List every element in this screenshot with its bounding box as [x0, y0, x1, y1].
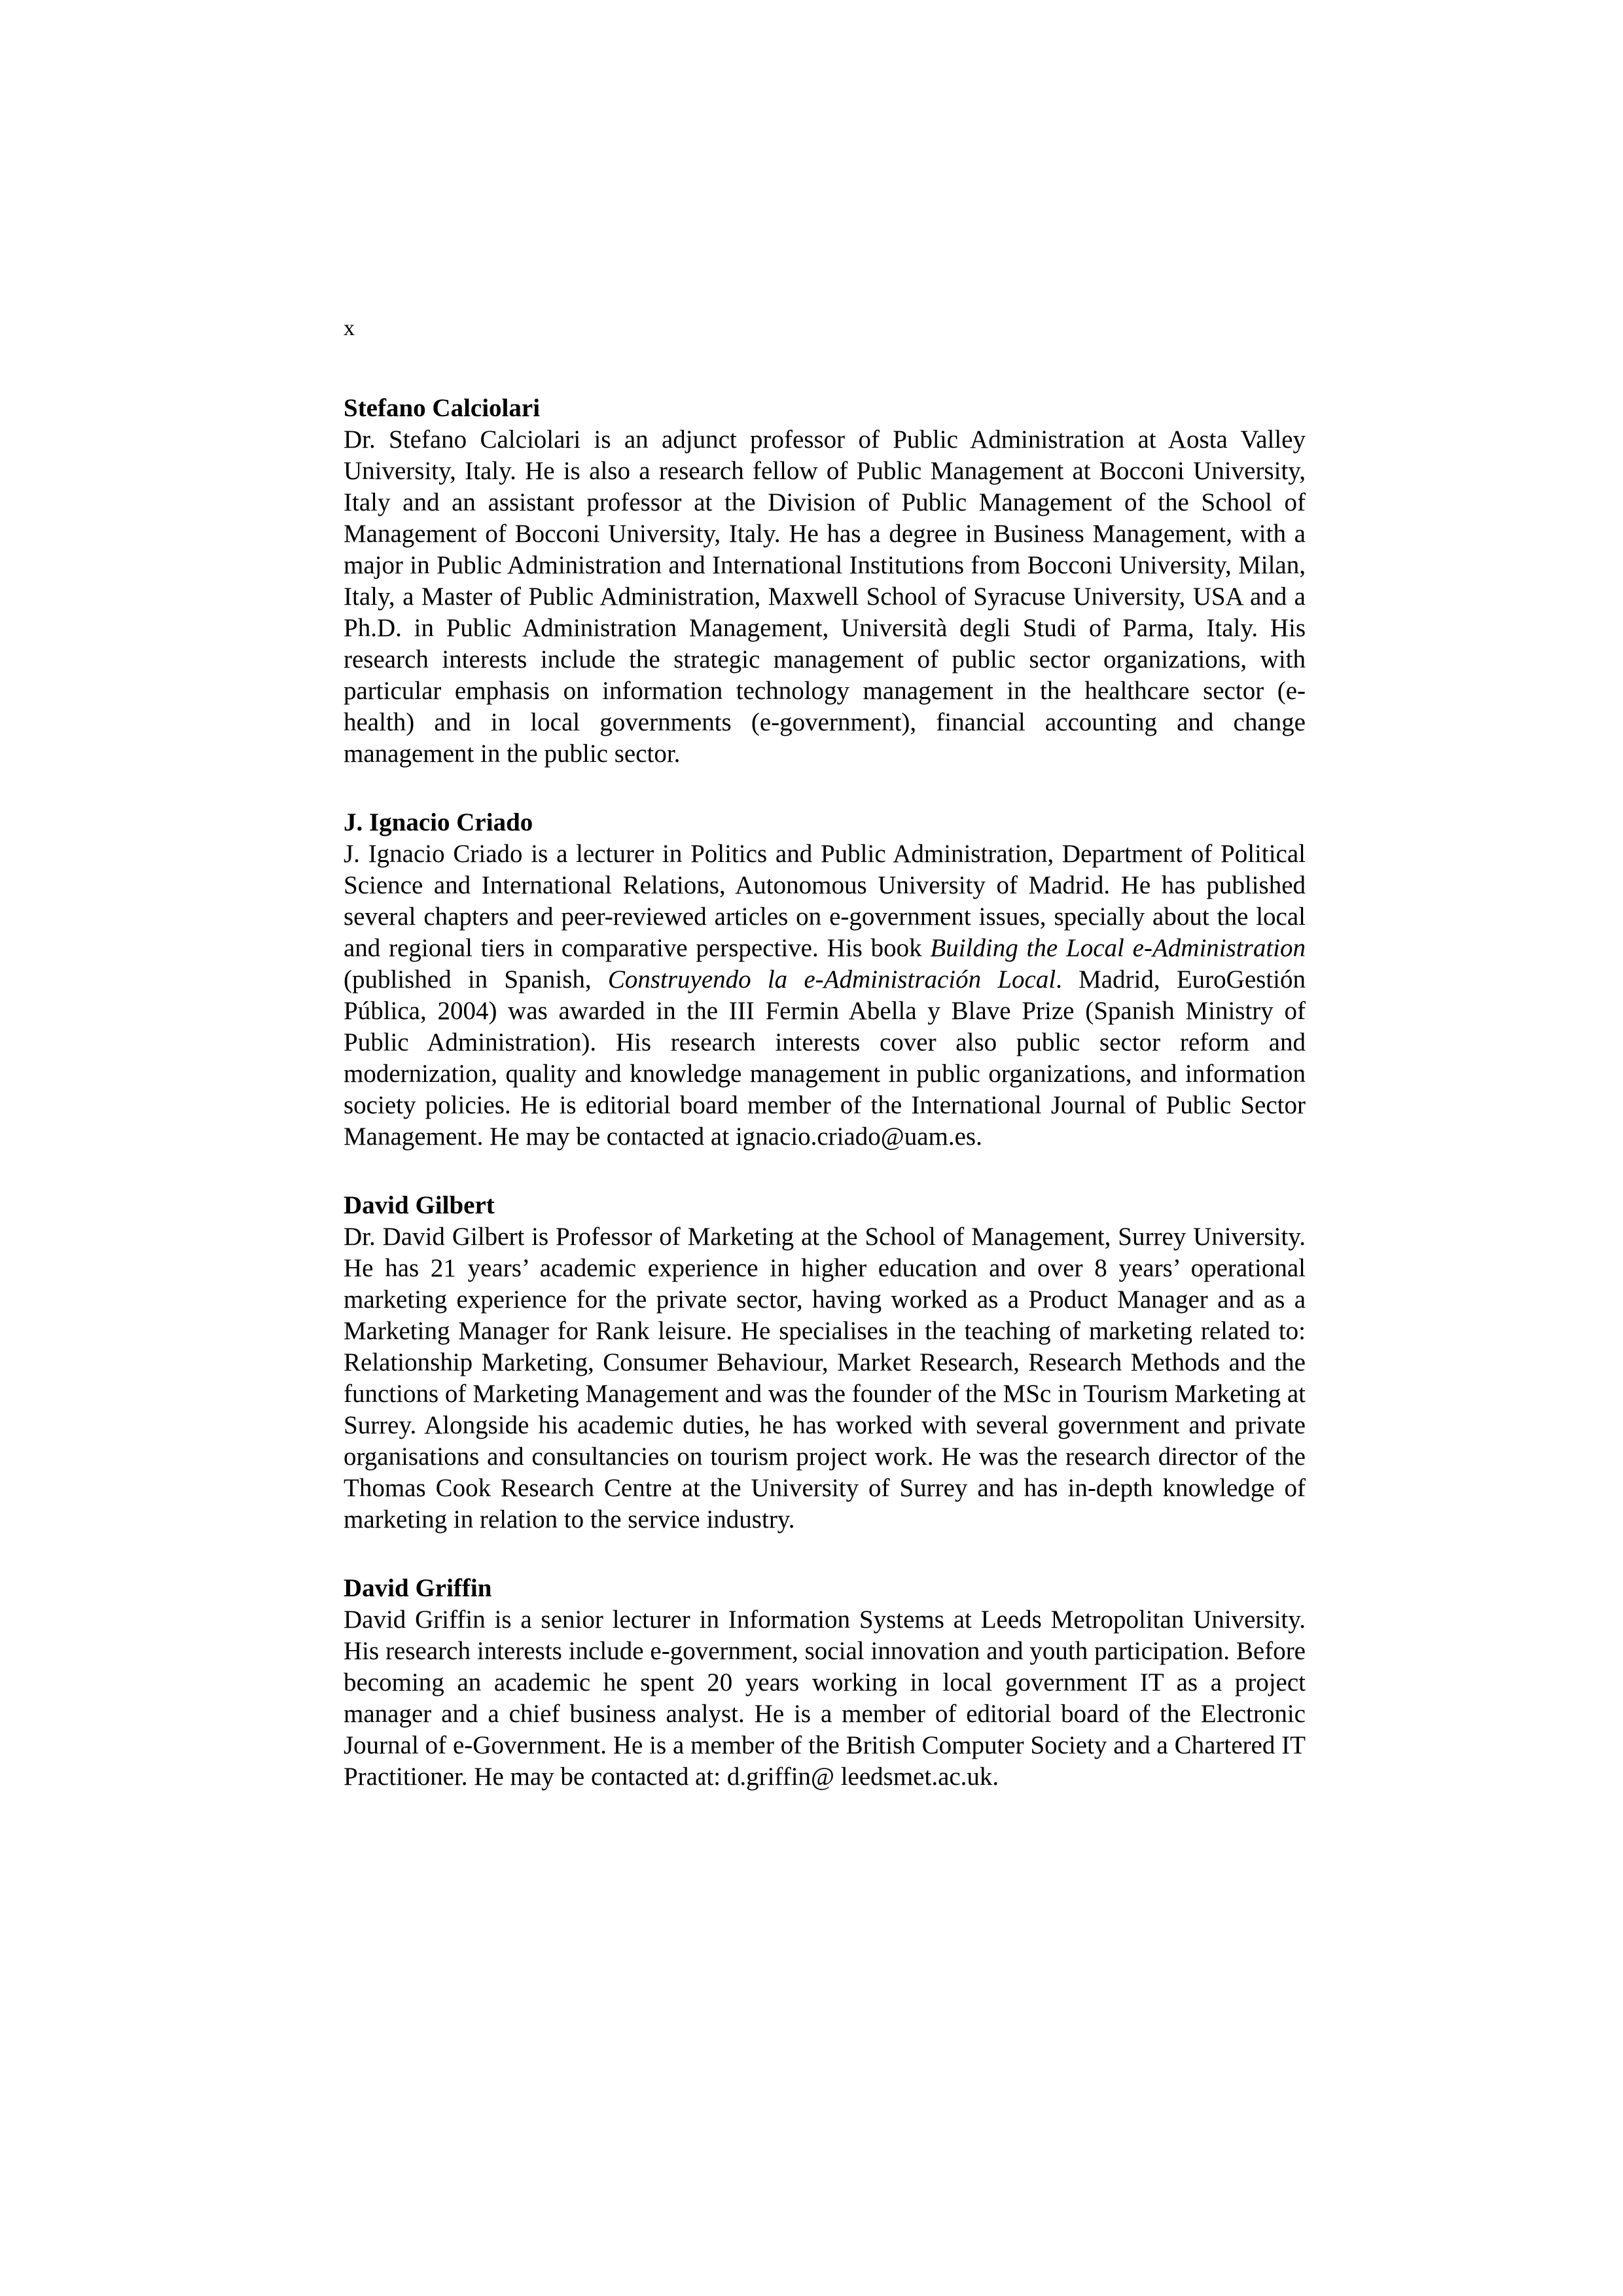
bio-j-ignacio-criado	[344, 807, 1306, 1153]
bio-david-gilbert	[344, 1190, 1306, 1535]
bio-stefano-calciolari	[344, 393, 1306, 770]
book-title-english: Building the Local e-Administration	[930, 934, 1306, 962]
bio-text-segment: Dr. David Gilbert is Professor of Marketing at the School of Management, Surrey University. He has 21 years’ academic experience in higher education and over 8 years’ operational marketing experience for the private sector, having worked as a Product Manager and as a Marketing Manager for Rank leisure. He specialises in the teaching of marketing related to: Relationship Marketing, Consumer Behaviour, Market Research, Research Methods and the functions of Marketing Management and was the founder of the MSc in Tourism Marketing at Surrey. Alongside his academic duties, he has worked with several government and private organisations and consultancies on tourism project work. He was the research director of the Thomas Cook Research Centre at the University of Surrey and has in-depth knowledge of marketing in relation to the service industry.	[344, 1223, 1306, 1534]
bio-name: David Griffin	[344, 1574, 492, 1602]
bio-name: Stefano Calciolari	[344, 394, 541, 422]
bio-text-segment: (published in Spanish,	[344, 965, 608, 994]
contributor-bios	[344, 393, 1306, 1830]
book-title-spanish: Construyendo la e-Administración Local	[607, 965, 1056, 994]
bio-name: J. Ignacio Criado	[344, 808, 533, 836]
bio-text	[344, 424, 1306, 770]
page-number: x	[344, 316, 355, 340]
bio-david-griffin	[344, 1573, 1306, 1793]
bio-text-segment: David Griffin is a senior lecturer in Information Systems at Leeds Metropolitan University. His research interests include e-government, social innovation and youth participation. Before becoming an academic he spent 20 years working in local government IT as a project manager and a chief business analyst. He is a member of editorial board of the Electronic Journal of e-Government. He is a member of the British Computer Society and a Chartered IT Practitioner. He may be contacted at: d.griffin@ leedsmet.ac.uk.	[344, 1605, 1306, 1791]
bio-text-segment: Dr. Stefano Calciolari is an adjunct professor of Public Administration at Aosta Valley University, Italy. He is also a research fellow of Public Management at Bocconi University, Italy and an assistant professor at the Division of Public Management of the School of Management of Bocconi University, Italy. He has a degree in Business Management, with a major in Public Administration and International Institutions from Bocconi University, Milan, Italy, a Master of Public Administration, Maxwell School of Syracuse University, USA and a Ph.D. in Public Administration Management, Università degli Studi of Parma, Italy. His research interests include the strategic management of public sector organizations, with particular emphasis on information technology management in the healthcare sector (e-health) and in local governments (e-government), financial accounting and change management in the public sector.	[344, 425, 1306, 768]
bio-name: David Gilbert	[344, 1191, 495, 1219]
bio-text	[344, 1221, 1306, 1535]
bio-text	[344, 838, 1306, 1153]
bio-text-segment: . Madrid, EuroGestión Pública, 2004) was awarded in the III Fermin Abella y Blave Prize (Spanish Ministry of Public Administration). His research interests cover also public sector reform and modernization, quality and knowledge management in public organizations, and information society policies. He is editorial board member of the International Journal of Public Sector Management. He may be contacted at ignacio.criado@uam.es.	[344, 965, 1306, 1151]
bio-text	[344, 1604, 1306, 1793]
bio-text-segment: J. Ignacio Criado is a lecturer in Politics and Public Administration, Department of Political Science and International Relations, Autonomous University of Madrid. He has published several chapters and peer-reviewed articles on e-government issues, specially about the local and regional tiers in comparative perspective. His book	[344, 840, 1306, 962]
